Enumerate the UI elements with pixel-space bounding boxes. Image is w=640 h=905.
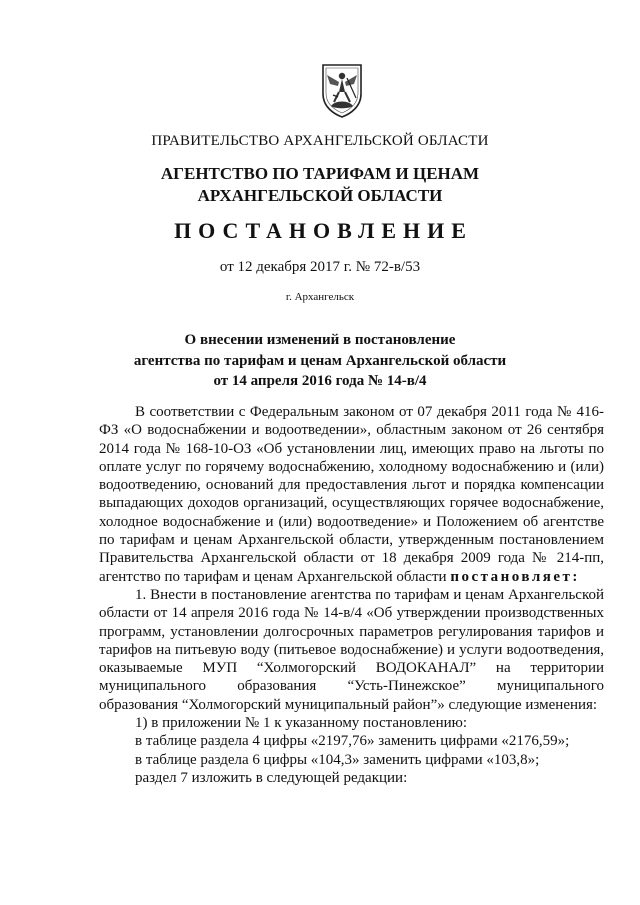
subject-line-3: от 14 апреля 2016 года № 14-в/4 (213, 373, 427, 389)
subpoint-1: 1) в приложении № 1 к указанному постановлению: (135, 715, 467, 732)
document-date-number: от 12 декабря 2017 г. № 72-в/53 (219, 259, 421, 275)
subpoint-1-section-7: раздел 7 изложить в следующей редакции: (135, 769, 408, 786)
document-subject (0, 330, 640, 392)
point-1-paragraph: 1. Внести в постановление агентства по тарифам и ценам Архангельской области от 14 апреля 2016 года № 14-в/4 «Об утверждении производственных программ, установлении долгосрочных параметров регулирования тарифов и тарифов на питьевую воду (питьевое водоснабжение) и услуги водоотведения, оказываемые МУП “Холмогорский ВОДОКАНАЛ” на территории муниципального образования “Усть-Пинежское” муниципального образования “Холмогорский муниципальный район”» следующие изменения: (99, 586, 604, 713)
government-name: ПРАВИТЕЛЬСТВО АРХАНГЕЛЬСКОЙ ОБЛАСТИ (151, 133, 489, 149)
preamble-paragraph (99, 403, 604, 586)
preamble-text: В соответствии с Федеральным законом от 07 декабря 2011 года № 416-ФЗ «О водоснабжении и водоотведении», областным законом от 26 сентября 2014 года № 168-10-ОЗ «Об установлении лиц, имеющих право на льготы по оплате услуг по горячему водоснабжению, холодному водоснабжению и (или) водоотведению, оснований для предоставления льгот и порядка компенсации выпадающих доходов организаций, осуществляющих горячее водоснабжение, холодное водоснабжение и (или) водоотведение» и Положением об агентстве по тарифам и ценам Архангельской области, утвержденным постановлением Правительства Архангельской области от 18 декабря 2009 года № 214-пп, агентство по тарифам и ценам Архангельской области (99, 404, 604, 585)
agency-name (0, 163, 640, 207)
subpoint-1-table-6: в таблице раздела 6 цифры «104,3» заменить цифрами «103,8»; (135, 751, 540, 768)
subject-line-1: О внесении изменений в постановление (184, 332, 456, 348)
document-body (99, 403, 604, 787)
resolves-word: постановляет: (450, 568, 580, 585)
document-type-title: ПОСТАНОВЛЕНИЕ (174, 218, 473, 243)
subject-line-2: агентства по тарифам и ценам Архангельской области (133, 352, 507, 369)
agency-name-line-1: АГЕНТСТВО ПО ТАРИФАМ И ЦЕНАМ (160, 164, 480, 183)
arkhangelsk-coat-of-arms-icon (317, 62, 367, 118)
agency-name-line-2: АРХАНГЕЛЬСКОЙ ОБЛАСТИ (197, 186, 443, 205)
subpoint-1-table-4: в таблице раздела 4 цифры «2197,76» заменить цифрами «2176,59»; (135, 733, 570, 750)
document-city: г. Архангельск (285, 291, 355, 303)
